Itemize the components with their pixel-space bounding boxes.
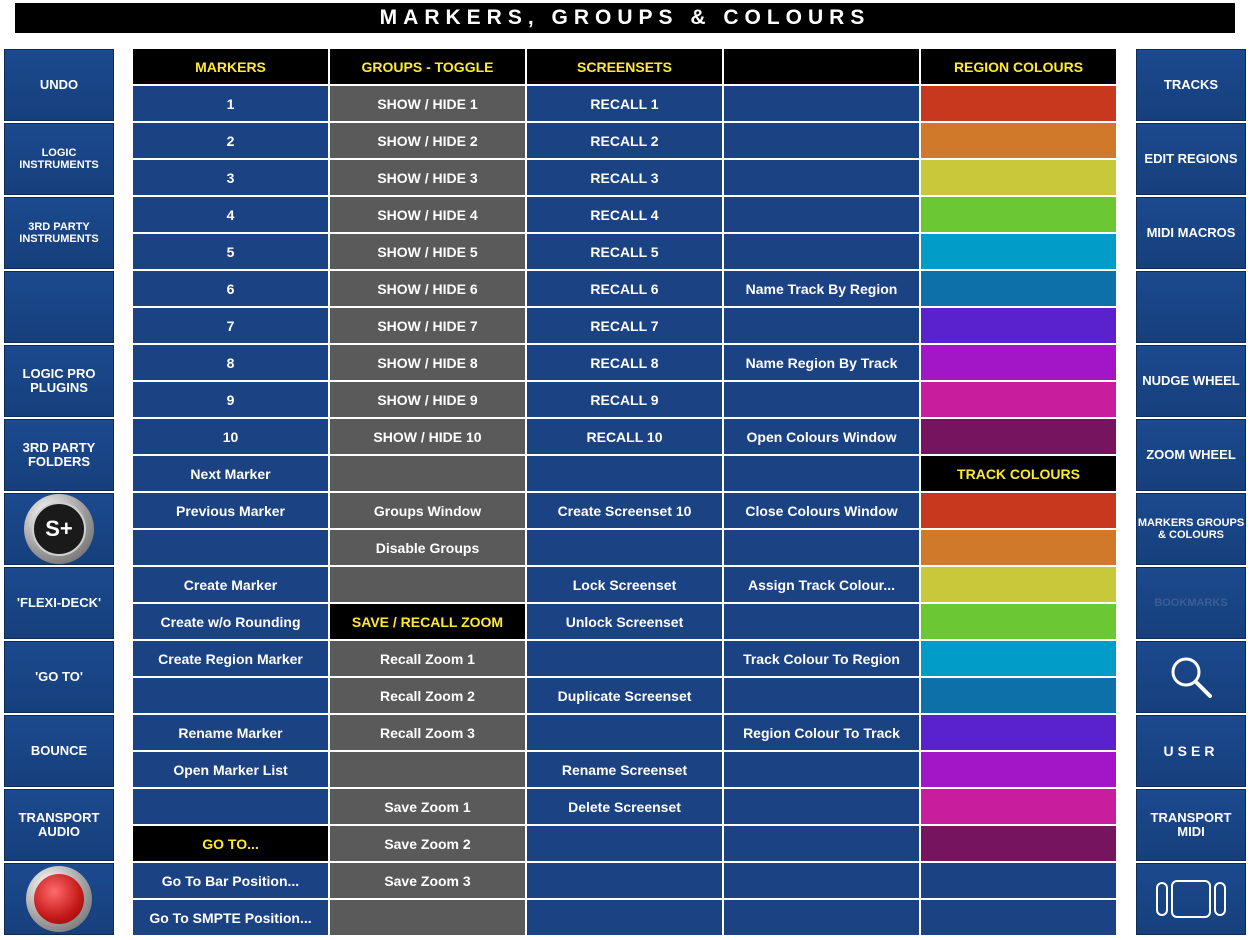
- blank-grid-button[interactable]: [330, 900, 525, 935]
- track-colours-header: TRACK COLOURS: [921, 456, 1116, 491]
- go-to-smpte-position-button[interactable]: Go To SMPTE Position...: [133, 900, 328, 935]
- blank-grid-button[interactable]: [330, 567, 525, 602]
- blank-grid-button[interactable]: [724, 308, 919, 343]
- user-button[interactable]: [1136, 715, 1246, 787]
- right-sidebar: [1136, 49, 1246, 937]
- undo-button[interactable]: [4, 49, 114, 121]
- side-button-label: TRANSPORT MIDI: [1150, 810, 1232, 839]
- blank-grid-button[interactable]: [527, 863, 722, 898]
- 6-button[interactable]: 6: [133, 271, 328, 306]
- left-sidebar: [4, 49, 114, 937]
- blank-grid-button[interactable]: [724, 752, 919, 787]
- lock-screenset-button[interactable]: Lock Screenset: [527, 567, 722, 602]
- side-button-label: MIDI MACROS: [1146, 225, 1236, 240]
- side-button-label: 'GO TO': [35, 669, 83, 684]
- recall-8-button[interactable]: RECALL 8: [527, 345, 722, 380]
- blank-grid-button[interactable]: [724, 234, 919, 269]
- side-button-label: MARKERS GROUPS & COLOURS: [1137, 517, 1245, 541]
- magnifier-icon: [1166, 652, 1216, 702]
- blank-grid-button[interactable]: [527, 900, 722, 935]
- show-hide-4-button[interactable]: SHOW / HIDE 4: [330, 197, 525, 232]
- colour-swatch[interactable]: [921, 123, 1116, 158]
- s-plus-button[interactable]: [4, 493, 114, 565]
- create-screenset-10-button[interactable]: Create Screenset 10: [527, 493, 722, 528]
- column-header-blank: [724, 49, 919, 84]
- side-button-label: USER: [1163, 743, 1219, 759]
- save-zoom-3-button[interactable]: Save Zoom 3: [330, 863, 525, 898]
- 9-button[interactable]: 9: [133, 382, 328, 417]
- rename-screenset-button[interactable]: Rename Screenset: [527, 752, 722, 787]
- bookmarks-button[interactable]: [1136, 567, 1246, 639]
- show-hide-5-button[interactable]: SHOW / HIDE 5: [330, 234, 525, 269]
- 7-button[interactable]: 7: [133, 308, 328, 343]
- show-hide-3-button[interactable]: SHOW / HIDE 3: [330, 160, 525, 195]
- markers-header: MARKERS: [133, 49, 328, 84]
- colour-swatch[interactable]: [921, 197, 1116, 232]
- show-hide-9-button[interactable]: SHOW / HIDE 9: [330, 382, 525, 417]
- show-hide-8-button[interactable]: SHOW / HIDE 8: [330, 345, 525, 380]
- save-zoom-2-button[interactable]: Save Zoom 2: [330, 826, 525, 861]
- colour-swatch[interactable]: [921, 752, 1116, 787]
- colour-swatch[interactable]: [921, 530, 1116, 565]
- colour-swatch[interactable]: [921, 345, 1116, 380]
- go-to-bar-position-button[interactable]: Go To Bar Position...: [133, 863, 328, 898]
- colour-swatch[interactable]: [921, 86, 1116, 121]
- 8-button[interactable]: 8: [133, 345, 328, 380]
- side-button-label: LOGIC INSTRUMENTS: [19, 147, 99, 171]
- recall-zoom-1-button[interactable]: Recall Zoom 1: [330, 641, 525, 676]
- bounce-button[interactable]: [4, 715, 114, 787]
- show-hide-7-button[interactable]: SHOW / HIDE 7: [330, 308, 525, 343]
- control-grid: [133, 49, 1116, 935]
- 3rd-party-instruments-button[interactable]: [4, 197, 114, 269]
- recall-10-button[interactable]: RECALL 10: [527, 419, 722, 454]
- blank-grid-button[interactable]: [724, 123, 919, 158]
- rename-marker-button[interactable]: Rename Marker: [133, 715, 328, 750]
- side-button-label: 3RD PARTY INSTRUMENTS: [19, 221, 99, 245]
- blank-grid-button[interactable]: [330, 752, 525, 787]
- logic-pro-plugins-button[interactable]: [4, 345, 114, 417]
- magnifier-button[interactable]: [1136, 641, 1246, 713]
- colour-swatch[interactable]: [921, 789, 1116, 824]
- record-button-icon: [26, 866, 92, 932]
- blank-grid-button[interactable]: [527, 641, 722, 676]
- edit-regions-button[interactable]: [1136, 123, 1246, 195]
- recall-zoom-3-button[interactable]: Recall Zoom 3: [330, 715, 525, 750]
- go-to-header: GO TO...: [133, 826, 328, 861]
- assign-track-colour-button[interactable]: Assign Track Colour...: [724, 567, 919, 602]
- next-marker-button[interactable]: Next Marker: [133, 456, 328, 491]
- colour-swatch[interactable]: [921, 567, 1116, 602]
- save-recall-zoom-header: SAVE / RECALL ZOOM: [330, 604, 525, 639]
- open-colours-window-button[interactable]: Open Colours Window: [724, 419, 919, 454]
- save-zoom-1-button[interactable]: Save Zoom 1: [330, 789, 525, 824]
- blank-grid-button[interactable]: [724, 900, 919, 935]
- blank-grid-button[interactable]: [133, 530, 328, 565]
- screensets-header: SCREENSETS: [527, 49, 722, 84]
- colour-swatch[interactable]: [921, 641, 1116, 676]
- blank-grid-button[interactable]: [724, 789, 919, 824]
- open-marker-list-button[interactable]: Open Marker List: [133, 752, 328, 787]
- recall-4-button[interactable]: RECALL 4: [527, 197, 722, 232]
- 4-button[interactable]: 4: [133, 197, 328, 232]
- midi-macros-button[interactable]: [1136, 197, 1246, 269]
- duplicate-screenset-button[interactable]: Duplicate Screenset: [527, 678, 722, 713]
- blank-grid-button[interactable]: [724, 160, 919, 195]
- recall-3-button[interactable]: RECALL 3: [527, 160, 722, 195]
- side-button-label: TRANSPORT AUDIO: [18, 810, 100, 839]
- groups-toggle-header: GROUPS - TOGGLE: [330, 49, 525, 84]
- blank-grid-button[interactable]: [724, 678, 919, 713]
- name-track-by-region-button[interactable]: Name Track By Region: [724, 271, 919, 306]
- side-button-label: NUDGE WHEEL: [1142, 373, 1240, 388]
- colour-swatch[interactable]: [921, 382, 1116, 417]
- track-colour-to-region-button[interactable]: Track Colour To Region: [724, 641, 919, 676]
- transport-midi-button[interactable]: [1136, 789, 1246, 861]
- side-button-label: 'FLEXI-DECK': [16, 595, 102, 610]
- side-button-label: LOGIC PRO PLUGINS: [22, 366, 96, 395]
- blank-side-button[interactable]: [4, 271, 114, 343]
- colour-swatch[interactable]: [921, 604, 1116, 639]
- 3-button[interactable]: 3: [133, 160, 328, 195]
- 1-button[interactable]: 1: [133, 86, 328, 121]
- blank-grid-button[interactable]: [724, 382, 919, 417]
- side-button-label: EDIT REGIONS: [1144, 151, 1238, 166]
- blank-grid-button[interactable]: [921, 900, 1116, 935]
- recall-6-button[interactable]: RECALL 6: [527, 271, 722, 306]
- disable-groups-button[interactable]: Disable Groups: [330, 530, 525, 565]
- colour-swatch[interactable]: [921, 826, 1116, 861]
- logic-instruments-button[interactable]: [4, 123, 114, 195]
- blank-grid-button[interactable]: [921, 863, 1116, 898]
- create-marker-button[interactable]: Create Marker: [133, 567, 328, 602]
- show-hide-1-button[interactable]: SHOW / HIDE 1: [330, 86, 525, 121]
- blank-grid-button[interactable]: [133, 678, 328, 713]
- blank-grid-button[interactable]: [724, 530, 919, 565]
- blank-grid-button[interactable]: [724, 456, 919, 491]
- recall-2-button[interactable]: RECALL 2: [527, 123, 722, 158]
- screen-frame-icon: [1155, 879, 1227, 919]
- previous-marker-button[interactable]: Previous Marker: [133, 493, 328, 528]
- screen-frame-button[interactable]: [1136, 863, 1246, 935]
- blank-grid-button[interactable]: [724, 863, 919, 898]
- 10-button[interactable]: 10: [133, 419, 328, 454]
- name-region-by-track-button[interactable]: Name Region By Track: [724, 345, 919, 380]
- recall-1-button[interactable]: RECALL 1: [527, 86, 722, 121]
- s-plus-icon: S+: [24, 494, 94, 564]
- blank-grid-button[interactable]: [527, 715, 722, 750]
- side-button-label: TRACKS: [1163, 77, 1219, 92]
- transport-audio-button[interactable]: [4, 789, 114, 861]
- blank-grid-button[interactable]: [527, 530, 722, 565]
- colour-swatch[interactable]: [921, 271, 1116, 306]
- markers-groups-colours-button[interactable]: [1136, 493, 1246, 565]
- recall-5-button[interactable]: RECALL 5: [527, 234, 722, 269]
- blank-grid-button[interactable]: [724, 826, 919, 861]
- create-region-marker-button[interactable]: Create Region Marker: [133, 641, 328, 676]
- blank-grid-button[interactable]: [133, 789, 328, 824]
- side-button-label: BOUNCE: [30, 743, 88, 758]
- colour-swatch[interactable]: [921, 234, 1116, 269]
- 3rd-party-folders-button[interactable]: [4, 419, 114, 491]
- close-colours-window-button[interactable]: Close Colours Window: [724, 493, 919, 528]
- page-title: MARKERS, GROUPS & COLOURS: [15, 3, 1235, 33]
- colour-swatch[interactable]: [921, 160, 1116, 195]
- region-colour-to-track-button[interactable]: Region Colour To Track: [724, 715, 919, 750]
- recall-7-button[interactable]: RECALL 7: [527, 308, 722, 343]
- blank-grid-button[interactable]: [330, 456, 525, 491]
- blank-side-button[interactable]: [1136, 271, 1246, 343]
- recall-zoom-2-button[interactable]: Recall Zoom 2: [330, 678, 525, 713]
- flexi-deck-button[interactable]: [4, 567, 114, 639]
- colour-swatch[interactable]: [921, 678, 1116, 713]
- blank-grid-button[interactable]: [527, 826, 722, 861]
- colour-swatch[interactable]: [921, 715, 1116, 750]
- unlock-screenset-button[interactable]: Unlock Screenset: [527, 604, 722, 639]
- show-hide-10-button[interactable]: SHOW / HIDE 10: [330, 419, 525, 454]
- tracks-button[interactable]: [1136, 49, 1246, 121]
- side-button-label: ZOOM WHEEL: [1146, 447, 1236, 462]
- blank-grid-button[interactable]: [724, 604, 919, 639]
- side-button-label: 3RD PARTY FOLDERS: [22, 440, 96, 469]
- colour-swatch[interactable]: [921, 493, 1116, 528]
- blank-grid-button[interactable]: [724, 86, 919, 121]
- show-hide-6-button[interactable]: SHOW / HIDE 6: [330, 271, 525, 306]
- colour-swatch[interactable]: [921, 419, 1116, 454]
- blank-grid-button[interactable]: [527, 456, 722, 491]
- record-button-button[interactable]: [4, 863, 114, 935]
- colour-swatch[interactable]: [921, 308, 1116, 343]
- 2-button[interactable]: 2: [133, 123, 328, 158]
- blank-grid-button[interactable]: [724, 197, 919, 232]
- show-hide-2-button[interactable]: SHOW / HIDE 2: [330, 123, 525, 158]
- region-colours-header: REGION COLOURS: [921, 49, 1116, 84]
- delete-screenset-button[interactable]: Delete Screenset: [527, 789, 722, 824]
- 5-button[interactable]: 5: [133, 234, 328, 269]
- go-to-button[interactable]: [4, 641, 114, 713]
- nudge-wheel-button[interactable]: [1136, 345, 1246, 417]
- side-button-label: UNDO: [39, 77, 79, 92]
- zoom-wheel-button[interactable]: [1136, 419, 1246, 491]
- side-button-label: BOOKMARKS: [1154, 597, 1228, 609]
- groups-window-button[interactable]: Groups Window: [330, 493, 525, 528]
- create-w-o-rounding-button[interactable]: Create w/o Rounding: [133, 604, 328, 639]
- recall-9-button[interactable]: RECALL 9: [527, 382, 722, 417]
